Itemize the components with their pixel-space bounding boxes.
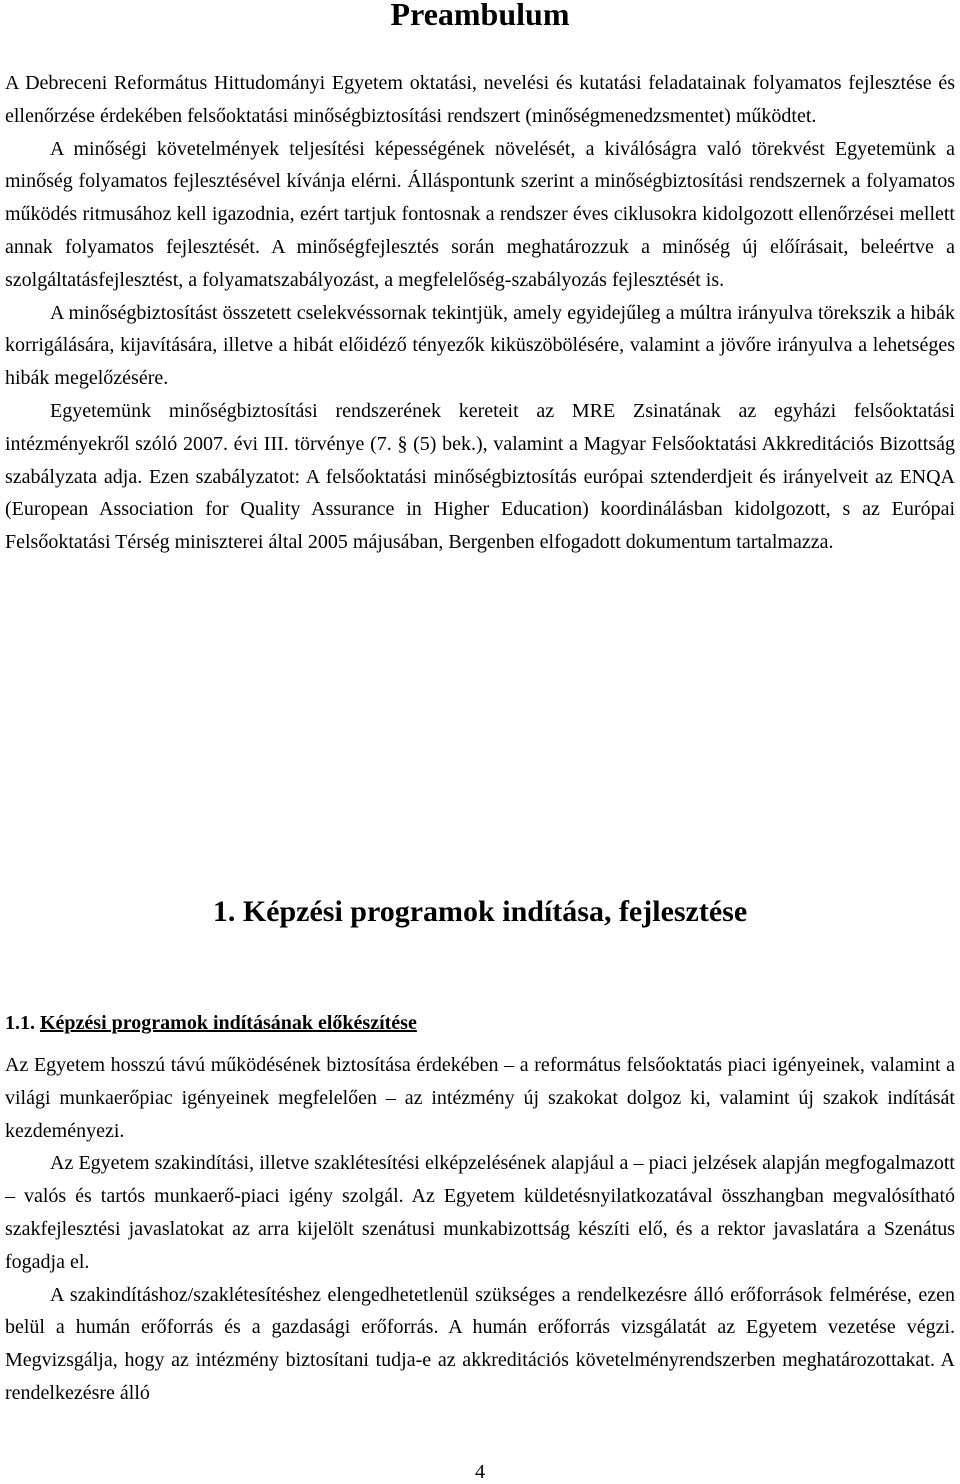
preamble-paragraph-4: Egyetemünk minőségbiztosítási rendszerének kereteit az MRE Zsinatának az egyházi felsőoktatási intézményekről szóló 2007. évi III. törvénye (7. § (5) bek.), valamint a Magyar Felsőoktatási Akkreditációs Bizottság szabályzata adja. Ezen szabályzatot: A felsőoktatási minőségbiztosítás európai sztenderdjeit és irányelveit az ENQA (European Association for Quality Assurance in Higher Education) koordinálásban kidolgozott, s az Európai Felsőoktatási Térség miniszterei által 2005 májusában, Bergenben elfogadott dokumentum tartalmazza. (5, 399, 955, 554)
section-paragraph-3: A szakindításhoz/szaklétesítéshez elengedhetetlenül szükséges a rendelkezésre álló erőforrások felmérése, ezen belül a humán erőforrás és a gazdasági erőforrás. A humán erőforrás vizsgálatát az Egyetem vezetése végzi. Megvizsgálja, hogy az intézmény biztosítani tudja-e az akkreditációs követelményrendszerben meghatározottakat. A rendelkezésre álló (5, 1283, 955, 1404)
section-body (5, 1049, 955, 1410)
section-paragraph-2: Az Egyetem szakindítási, illetve szaklétesítési elképzelésének alapjául a – piaci jelzések alapján megfogalmazott – valós és tartós munkaerő-piaci igény szolgál. Az Egyetem küldetésnyilatkozatával összhangban megvalósítható szakfejlesztési javaslatokat az arra kijelölt szenátusi munkabizottság készíti elő, és a rektor javaslatára a Szenátus fogadja el. (5, 1152, 955, 1273)
section-heading (5, 1009, 417, 1037)
chapter-heading: 1. Képzési programok indítása, fejlesztése (212, 895, 748, 928)
preamble-paragraph-3: A minőségbiztosítást összetett cselekvéssornak tekintjük, amely egyidejűleg a múltra irányulva törekszik a hibák korrigálására, kijavítására, illetve a hibát előidéző tényezők kiküszöbölésére, valamint a jövőre irányulva a lehetséges hibák megelőzésére. (5, 301, 955, 390)
page-title: Preambulum (390, 0, 570, 32)
page-number: 4 (475, 1461, 485, 1483)
preamble-paragraph-2: A minőségi követelmények teljesítési képességének növelését, a kiválóságra való törekvést Egyetemünk a minőség folyamatos fejlesztésével kívánja elérni. Álláspontunk szerint a minőségbiztosítási rendszernek a folyamatos működés ritmusához kell igazodnia, ezért tartjuk fontosnak a rendszer éves ciklusokra kidolgozott ellenőrzései mellett annak folyamatos fejlesztését. A minőségfejlesztés során meghatározzuk a minőség új előírásait, beleértve a szolgáltatásfejlesztést, a folyamatszabályozást, a megfelelőség-szabályozás fejlesztését is. (5, 137, 955, 291)
preamble-body (5, 67, 955, 559)
section-paragraph-1: Az Egyetem hosszú távú működésének biztosítása érdekében – a református felsőoktatás piaci igényeinek, valamint a világi munkaerőpiac igényeinek megfelelően – az intézmény új szakokat dolgoz ki, valamint új szakok indítását kezdeményezi. (5, 1054, 955, 1142)
section-title: Képzési programok indításának előkészítése (40, 1012, 417, 1034)
preamble-paragraph-1: A Debreceni Református Hittudományi Egyetem oktatási, nevelési és kutatási feladatainak folyamatos fejlesztése és ellenőrzése érdekében felsőoktatási minőségbiztosítási rendszert (minőségmenedzsmentet) működtet. (5, 72, 955, 127)
section-number: 1.1. (5, 1012, 40, 1034)
